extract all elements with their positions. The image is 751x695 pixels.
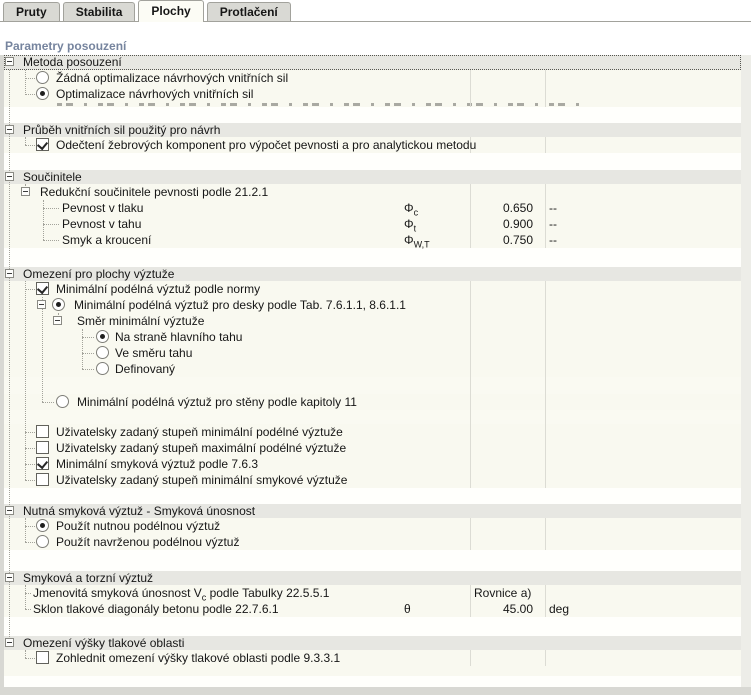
param-symbol: $\Phi_t$ [404,217,417,234]
radio-option-row [4,345,741,361]
branch-label: Směr minimální výztuže [77,314,205,328]
collapse-icon[interactable] [5,125,14,134]
radio-input[interactable] [36,535,49,548]
column-separator [545,601,546,617]
param-unit: deg [549,602,570,616]
radio-input[interactable] [96,330,109,343]
radio-option-row [4,518,741,534]
spacer-row [4,248,741,267]
tab-pruty[interactable]: Pruty [3,2,60,21]
checkbox-option-row [4,456,741,472]
column-separator [545,410,546,424]
checkbox-option-row [4,650,741,666]
radio-option-row [4,534,741,550]
column-separator [545,650,546,666]
collapse-icon[interactable] [5,638,14,647]
tree-line [25,518,27,542]
tree-connector [25,542,35,544]
tab-plochy[interactable]: Plochy [138,0,203,22]
column-separator [470,534,471,550]
checkbox-option-row [4,472,741,488]
column-separator [470,313,471,329]
option-label[interactable]: Uživatelsky zadaný stupeň minimální smykové výztuže [56,473,348,487]
option-label[interactable]: Uživatelsky zadaný stupeň maximální podélné výztuže [56,441,347,455]
spacer-row [4,107,741,123]
checkbox-input[interactable] [36,138,49,151]
param-label: Jmenovitá smyková únosnost $V_c$ podle Tabulky 22.5.5.1 [33,586,330,603]
checkbox-option-row [4,424,741,440]
radio-input[interactable] [96,362,109,375]
tree-connector [42,402,54,404]
column-separator [545,345,546,361]
option-label[interactable]: Minimální podélná výztuž podle normy [56,282,261,296]
column-separator [545,456,546,472]
section-title: Smyková a torzní výztuž [23,571,154,585]
option-label[interactable]: Minimální smyková výztuž podle 7.6.3 [56,457,259,471]
parameter-row [4,601,741,617]
checkbox-input[interactable] [36,457,49,470]
option-label[interactable]: Ve směru tahu [115,346,193,360]
collapse-icon[interactable] [5,269,14,278]
param-value[interactable]: 0.650 [502,201,533,215]
param-symbol: $\Phi_c$ [404,201,419,218]
tree-line [25,585,27,609]
column-separator [470,585,471,601]
filler-row [4,676,741,687]
spacer-row [4,153,741,170]
column-separator [545,137,546,153]
column-separator [470,394,471,410]
column-separator [545,361,546,377]
column-separator [470,281,471,297]
param-symbol: $\Phi_{W,T}$ [404,233,430,250]
tree-connector [82,369,94,371]
tree-branch-row [4,184,741,200]
param-label: Smyk a kroucení [62,233,152,247]
checkbox-input[interactable] [36,441,49,454]
branch-label: Redukční součinitele pevnosti podle 21.2.1 [40,185,269,199]
section-title: Metoda posouzení [23,55,122,69]
column-separator [545,281,546,297]
column-separator [545,232,546,248]
column-separator [545,424,546,440]
parameters-tree-panel [4,55,741,687]
tree-connector [25,145,35,147]
column-separator [470,410,471,424]
column-separator [545,297,546,313]
panel-right-margin [741,55,751,687]
section-title: Omezení pro plochy výztuže [23,267,175,281]
param-equation: Rovnice a) [474,586,532,600]
tree-line [9,70,11,643]
checkbox-option-row [4,281,741,297]
radio-option-row [4,361,741,377]
radio-input[interactable] [52,298,65,311]
tree-line [25,70,27,95]
checkbox-input[interactable] [36,425,49,438]
column-separator [545,200,546,216]
column-separator [470,297,471,313]
param-label: Pevnost v tahu [62,217,142,231]
tree-line [25,137,27,145]
column-separator [470,377,471,394]
section-title: Omezení výšky tlakové oblasti [23,636,185,650]
radio-input[interactable] [36,519,49,532]
section-title: Nutná smyková výztuž - Smyková únosnost [23,504,256,518]
checkbox-input[interactable] [36,473,49,486]
tree-connector [25,658,35,660]
radio-option-row [4,86,741,102]
checkbox-option-row [4,440,741,456]
collapse-icon[interactable] [5,573,14,582]
column-separator [470,472,471,488]
column-separator [470,70,471,86]
option-label[interactable]: Zohlednit omezení výšky tlakové oblasti podle 9.3.3.1 [56,651,341,665]
option-label[interactable]: Minimální podélná výztuž pro stěny podle kapitoly 11 [77,395,357,409]
tree-line [25,650,27,658]
column-separator [470,184,471,200]
radio-input[interactable] [36,71,49,84]
option-label[interactable]: Optimalizace návrhových vnitřních sil [56,87,254,101]
param-symbol: θ [404,602,411,616]
column-separator [545,102,546,107]
tree-connector [25,480,35,482]
column-separator [470,361,471,377]
section-header-compression-zone [4,636,741,650]
panel-left-edge [0,55,4,687]
tree-line [43,200,45,240]
option-label[interactable]: Minimální podélná výztuž pro desky podle Tab. 7.6.1.1, 8.6.1.1 [74,298,406,312]
collapse-icon[interactable] [37,300,46,309]
parameter-row [4,585,741,601]
column-separator [470,102,471,107]
section-title: Průběh vnitřních sil použitý pro návrh [23,123,221,137]
param-value[interactable]: 0.900 [502,217,533,231]
spacer-row [4,550,741,571]
column-separator [470,650,471,666]
option-label[interactable]: Odečtení žebrových komponent pro výpočet pevnosti a pro analytickou metodu [56,138,477,152]
section-header-reinforcement-limits [4,267,741,281]
tree-line [82,329,84,369]
checkbox-input[interactable] [36,651,49,664]
tab-bar [0,0,751,22]
column-separator [545,70,546,86]
option-label[interactable]: Použít navrženou podélnou výztuž [56,535,240,549]
tree-connector [43,208,59,210]
column-separator [545,394,546,410]
collapse-icon[interactable] [5,57,14,66]
option-label[interactable]: Uživatelsky zadaný stupeň minimální podélné výztuže [56,425,343,439]
footer-strip [0,687,751,695]
section-header-internal-forces [4,123,741,137]
option-label[interactable]: Použít nutnou podélnou výztuž [56,519,221,533]
param-label: Pevnost v tlaku [62,201,144,215]
radio-input[interactable] [36,87,49,100]
spacer-row [4,410,741,424]
column-separator [470,456,471,472]
column-separator [545,534,546,550]
tree-connector [25,609,31,611]
parameter-row [4,200,741,216]
column-separator [545,472,546,488]
checkbox-input[interactable] [36,282,49,295]
parameter-row [4,216,741,232]
collapse-icon[interactable] [5,172,14,181]
column-separator [545,440,546,456]
spacer-row [4,377,741,394]
param-unit: -- [549,217,557,231]
spacer-row [4,488,741,504]
param-unit: -- [549,201,557,215]
tree-branch-row [4,313,741,329]
param-unit: -- [549,233,557,247]
column-separator [545,329,546,345]
column-separator [470,345,471,361]
tab-protlaceni[interactable]: Protlačení [207,2,291,21]
radio-option-row [4,70,741,86]
column-separator [545,377,546,394]
column-separator [545,86,546,102]
tree-connector [43,240,59,242]
column-separator [470,518,471,534]
parameter-row [4,232,741,248]
param-value[interactable]: 45.00 [502,602,533,616]
column-separator [470,424,471,440]
section-header-required-shear [4,504,741,518]
clipped-text [57,103,582,106]
tree-line [42,297,44,402]
column-separator [545,585,546,601]
section-header-shear-torsion [4,571,741,585]
column-separator [545,518,546,534]
section-title: Součinitele [23,170,82,184]
column-separator [470,440,471,456]
column-separator [470,329,471,345]
radio-option-row [4,394,741,410]
option-label[interactable]: Žádná optimalizace návrhových vnitřních sil [56,71,289,85]
option-label[interactable]: Na straně hlavního tahu [115,330,243,344]
page-title: Parametry posouzení [5,39,127,53]
param-value[interactable]: 0.750 [502,233,533,247]
checkbox-option-row [4,137,741,153]
param-label: Sklon tlakové diagonály betonu podle 22.7.6.1 [33,602,279,616]
section-header-factors [4,170,741,184]
radio-option-row [4,329,741,345]
collapse-icon[interactable] [5,506,14,515]
tab-stabilita[interactable]: Stabilita [63,2,136,21]
column-separator [545,313,546,329]
tree-line [25,281,27,480]
tree-connector [43,224,59,226]
collapse-icon[interactable] [53,316,62,325]
filler-row [4,666,741,676]
column-separator [545,216,546,232]
spacer-row [4,617,741,636]
radio-input[interactable] [56,395,69,408]
option-label[interactable]: Definovaný [115,362,176,376]
section-header-method [4,55,741,70]
column-separator [470,86,471,102]
radio-input[interactable] [96,346,109,359]
radio-option-row [4,297,741,313]
column-separator [545,184,546,200]
collapse-icon[interactable] [21,187,30,196]
